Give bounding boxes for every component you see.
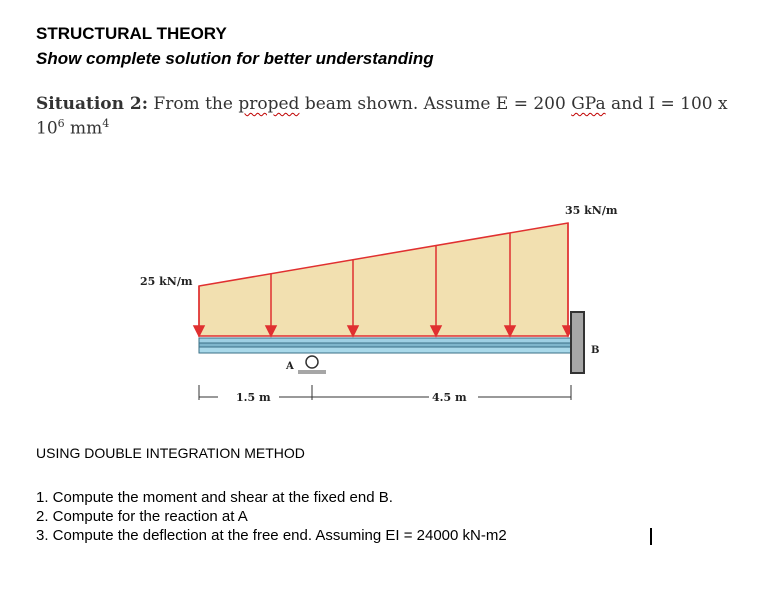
document-subtitle: Show complete solution for better understanding: [36, 49, 434, 68]
support-b-label: B: [591, 345, 600, 356]
text-cursor[interactable]: [650, 528, 652, 545]
question-2: 2. Compute for the reaction at A: [36, 508, 248, 525]
beam: [199, 338, 571, 353]
method-heading: USING DOUBLE INTEGRATION METHOD: [36, 445, 305, 461]
situation-text-a: From the: [148, 94, 239, 114]
load-left-label: 25 kN/m: [140, 275, 193, 288]
situation-label: Situation 2:: [36, 94, 148, 114]
situation-text-b: beam shown. Assume E = 200: [299, 94, 572, 114]
inertia-unit-exponent: 4: [102, 117, 110, 130]
dimension-2-label: 4.5 m: [432, 391, 467, 404]
situation-text-c: and I = 100 x: [605, 94, 728, 114]
inertia-exponent: 6: [57, 117, 65, 130]
spellcheck-word[interactable]: proped: [238, 94, 300, 114]
document-title: STRUCTURAL THEORY: [36, 24, 227, 43]
load-area: [199, 223, 568, 336]
support-a-label: A: [286, 361, 294, 372]
load-right-label: 35 kN/m: [565, 204, 618, 217]
dimension-1-label: 1.5 m: [236, 391, 271, 404]
inertia-unit: mm: [64, 118, 103, 139]
roller-support: [298, 356, 326, 374]
gpa-unit[interactable]: GPa: [571, 94, 606, 114]
fixed-support-wall: [571, 312, 584, 373]
inertia-base: 10: [36, 118, 58, 139]
question-1: 1. Compute the moment and shear at the fixed end B.: [36, 489, 393, 506]
question-3: 3. Compute the deflection at the free end. Assuming EI = 24000 kN-m2: [36, 527, 507, 544]
